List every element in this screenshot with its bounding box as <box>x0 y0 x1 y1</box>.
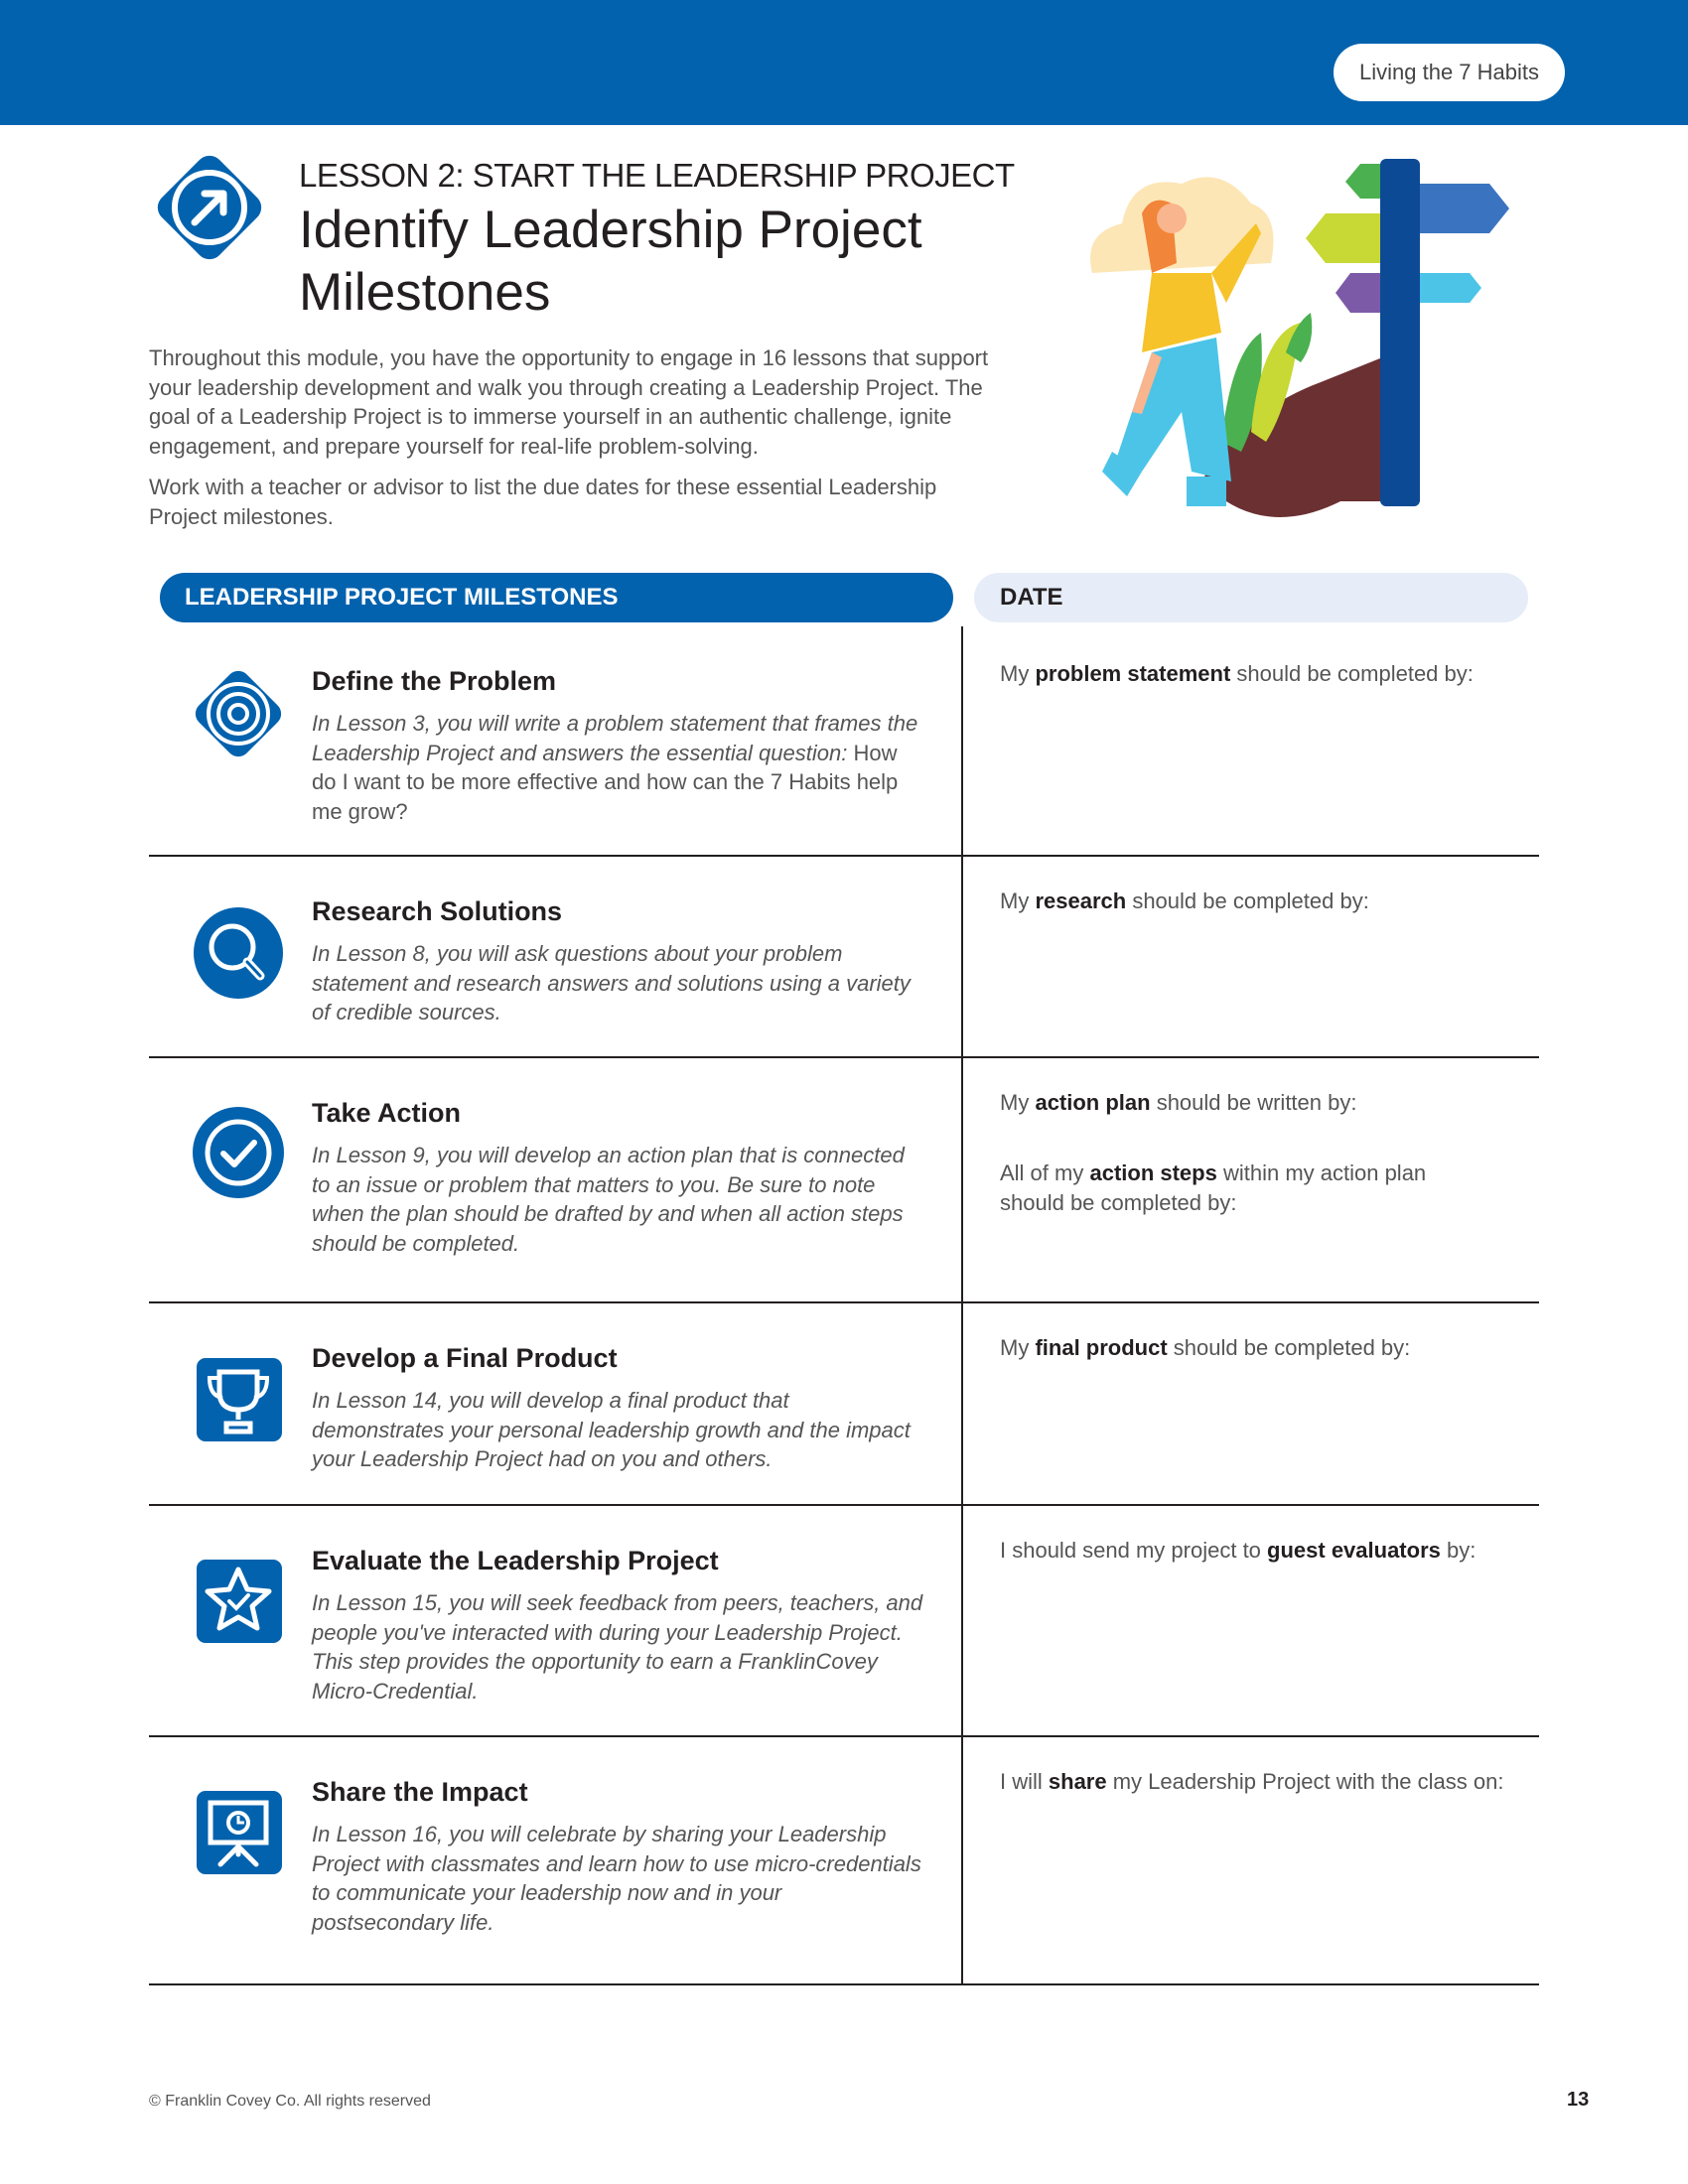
date-prompt[interactable] <box>1000 1088 1516 1118</box>
prompt-text: My <box>1000 1090 1036 1115</box>
prompt-keyword: action steps <box>1089 1160 1217 1185</box>
target-icon <box>187 662 290 765</box>
date-prompt[interactable] <box>1000 1536 1516 1566</box>
essential-question: How do I want to be more effective and how can the 7 Habits help me grow? <box>312 740 899 824</box>
milestone-title: Develop a Final Product <box>312 1343 618 1373</box>
prompt-text: I should send my project to <box>1000 1538 1268 1563</box>
milestone-description <box>312 709 927 826</box>
page-title: Identify Leadership Project Milestones <box>299 201 922 322</box>
prompt-keyword: share <box>1048 1769 1107 1794</box>
prompt-text: should be completed by: <box>1230 661 1474 686</box>
milestone-row <box>149 857 1539 1058</box>
prompt-text: my Leadership Project with the class on: <box>1106 1769 1504 1794</box>
intro-paragraph: Throughout this module, you have the opportunity to engage in 16 lessons that support your leadership development and walk you through creating a Leadership Project. The goal of a Leadership Project is to immerse yourself in an authentic challenge, ignite engagement, and prepare yourself for real-life problem-solving. <box>149 345 989 459</box>
milestone-row <box>149 1506 1539 1737</box>
milestone-description: In Lesson 8, you will ask questions about your problem statement and research answers and solutions using a variety of credible sources. <box>312 941 911 1024</box>
date-prompt[interactable] <box>1000 887 1516 916</box>
intro-text <box>149 343 993 543</box>
date-prompt[interactable] <box>1000 1333 1516 1363</box>
star-icon <box>187 1550 290 1653</box>
page-number: 13 <box>1567 2089 1590 2111</box>
prompt-text: My <box>1000 661 1036 686</box>
lesson-kicker: LESSON 2: START THE LEADERSHIP PROJECT <box>299 157 1015 194</box>
milestones-column-header: LEADERSHIP PROJECT MILESTONES <box>160 573 953 622</box>
signpost-illustration <box>1062 154 1519 546</box>
date-column-header: DATE <box>974 573 1528 622</box>
date-prompt[interactable] <box>1000 659 1516 689</box>
prompt-keyword: guest evaluators <box>1267 1538 1441 1563</box>
checkmark-icon <box>187 1101 290 1204</box>
prompt-text: My <box>1000 1335 1036 1360</box>
prompt-text: should be completed by: <box>1126 888 1369 913</box>
milestone-title: Research Solutions <box>312 896 563 926</box>
magnifier-icon <box>187 901 290 1005</box>
presentation-icon <box>187 1781 290 1884</box>
milestone-row <box>149 1058 1539 1303</box>
milestone-row <box>149 626 1539 857</box>
trophy-icon <box>187 1348 290 1451</box>
module-badge: Living the 7 Habits <box>1334 44 1565 101</box>
prompt-keyword: research <box>1035 888 1127 913</box>
copyright: © Franklin Covey Co. All rights reserved <box>149 2093 431 2110</box>
date-prompt[interactable] <box>1000 1159 1467 1217</box>
milestone-title: Share the Impact <box>312 1777 528 1807</box>
milestone-title: Evaluate the Leadership Project <box>312 1546 719 1575</box>
milestone-description: In Lesson 9, you will develop an action plan that is connected to an issue or problem that matters to you. Be sure to note when the plan should be drafted by and when all action steps should be completed. <box>312 1143 905 1256</box>
milestone-title: Define the Problem <box>312 666 557 696</box>
milestone-description: In Lesson 14, you will develop a final product that demonstrates your personal leadership growth and the impact your Leadership Project had on you and others. <box>312 1388 911 1471</box>
prompt-text: My <box>1000 888 1036 913</box>
milestone-description: In Lesson 15, you will seek feedback from peers, teachers, and people you've interacted with during your Leadership Project. This step provides the opportunity to earn a FranklinCovey Micro-Credential. <box>312 1590 923 1704</box>
prompt-text: within my action plan should be completed by: <box>1000 1160 1427 1215</box>
milestone-row <box>149 1303 1539 1506</box>
intro-paragraph: Work with a teacher or advisor to list the due dates for these essential Leadership Project milestones. <box>149 475 937 529</box>
date-prompt[interactable] <box>1000 1767 1516 1797</box>
milestone-title: Take Action <box>312 1098 462 1128</box>
description-italic: In Lesson 3, you will write a problem statement that frames the Leadership Project and answers the essential question: <box>312 711 918 765</box>
arrow-up-right-diamond-icon <box>147 145 272 270</box>
prompt-text: All of my <box>1000 1160 1090 1185</box>
top-banner <box>0 0 1688 125</box>
prompt-text: should be written by: <box>1150 1090 1357 1115</box>
prompt-keyword: problem statement <box>1035 661 1231 686</box>
prompt-keyword: final product <box>1035 1335 1168 1360</box>
milestone-description: In Lesson 16, you will celebrate by sharing your Leadership Project with classmates and learn how to use micro-credentials to communicate your leadership now and in your postsecondary life. <box>312 1822 921 1935</box>
prompt-text: I will <box>1000 1769 1049 1794</box>
prompt-keyword: action plan <box>1035 1090 1151 1115</box>
milestone-row <box>149 1737 1539 1985</box>
prompt-text: should be completed by: <box>1167 1335 1411 1360</box>
prompt-text: by: <box>1440 1538 1477 1563</box>
